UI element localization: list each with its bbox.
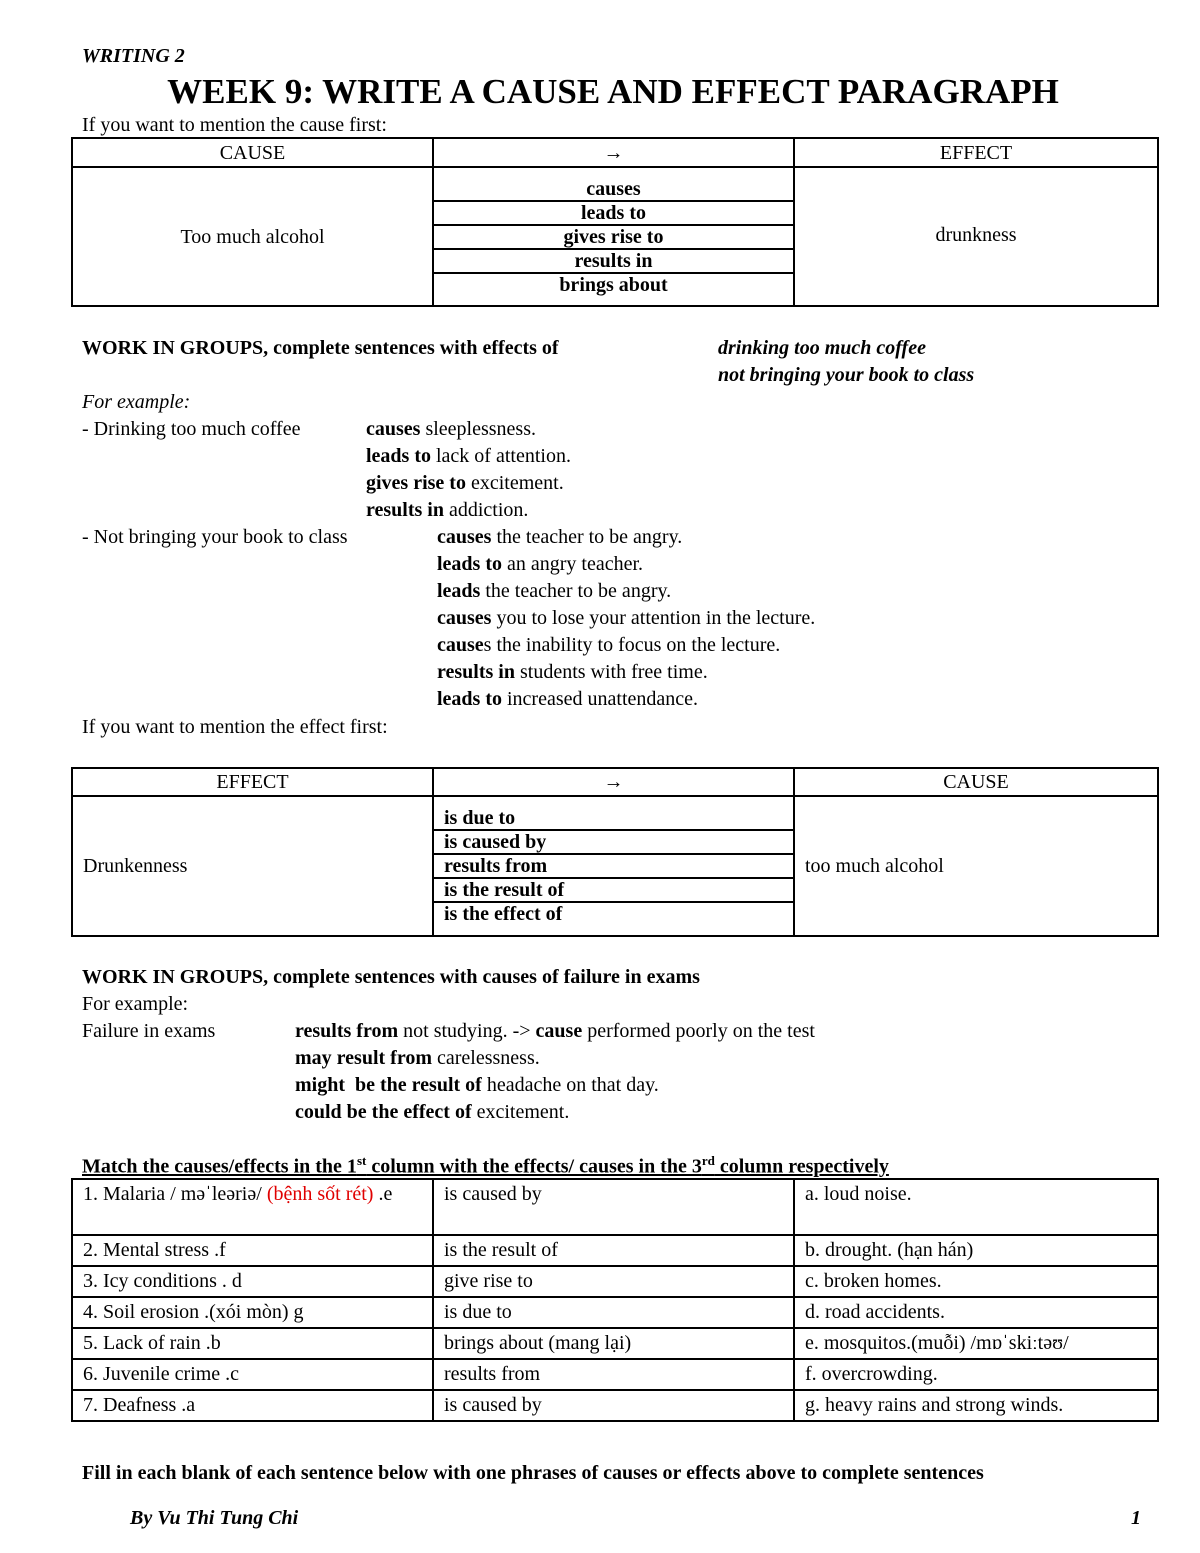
- page-number: 1: [1131, 1507, 1141, 1529]
- verb-phrase: could be the effect of: [295, 1101, 472, 1123]
- match-col1: 7. Deafness .a: [72, 1390, 433, 1421]
- example-rest: carelessness.: [432, 1047, 540, 1069]
- match-col1: 6. Juvenile crime .c: [72, 1359, 433, 1390]
- match-col2: give rise to: [433, 1266, 794, 1297]
- connector-item: is due to: [434, 807, 793, 830]
- cause-first-intro: If you want to mention the cause first:: [82, 114, 387, 136]
- match-col1-translation: (bệnh sốt rét): [266, 1183, 374, 1205]
- group-work-1-instruction: WORK IN GROUPS, complete sentences with effects of: [82, 337, 559, 359]
- table-row: [72, 1359, 1158, 1390]
- example-rest: not studying. ->: [398, 1020, 536, 1042]
- connector-item: results from: [434, 854, 793, 878]
- example-line: [295, 1021, 815, 1041]
- match-heading-text: column with the effects/ causes in the 3: [366, 1155, 702, 1178]
- match-col2: results from: [433, 1359, 794, 1390]
- match-heading: [82, 1154, 889, 1177]
- example-line: [437, 689, 698, 709]
- match-col1: 5. Lack of rain .b: [72, 1328, 433, 1359]
- match-col3: b. drought. (hạn hán): [794, 1235, 1158, 1266]
- match-col3: d. road accidents.: [794, 1297, 1158, 1328]
- connector-list: [434, 807, 793, 925]
- match-col3: a. loud noise.: [794, 1179, 1158, 1235]
- connector-item: is the result of: [434, 878, 793, 902]
- footer-author: By Vu Thi Tung Chi: [130, 1507, 299, 1529]
- arrow-icon: →: [433, 138, 794, 167]
- verb-phrase: results from: [295, 1020, 399, 1042]
- match-col3: e. mosquitos.(muỗi) /mɒˈskiːtəʊ/: [794, 1328, 1158, 1359]
- match-col1: 2. Mental stress .f: [72, 1235, 433, 1266]
- match-heading-sup: st: [356, 1153, 367, 1168]
- effect-header: EFFECT: [72, 768, 433, 796]
- verb-phrase: results in: [366, 499, 444, 521]
- table-row: [72, 1235, 1158, 1266]
- table-row: [72, 1266, 1158, 1297]
- table-row: [72, 1297, 1158, 1328]
- match-table: [71, 1178, 1159, 1422]
- example-line: [437, 527, 682, 547]
- example-line: [437, 662, 708, 682]
- verb-phrase: leads: [437, 580, 481, 602]
- example-line: [437, 608, 815, 628]
- example-line: [295, 1048, 540, 1068]
- example-rest: excitement.: [465, 472, 564, 494]
- cause-effect-table: [71, 137, 1159, 307]
- connector-item: leads to: [434, 201, 793, 225]
- verb-phrase: leads to: [437, 688, 502, 710]
- connector-item: is caused by: [434, 830, 793, 854]
- verb-phrase: causes: [437, 526, 492, 548]
- verb-phrase: cause: [437, 634, 484, 656]
- example-rest: you to lose your attention in the lecture.: [491, 607, 816, 629]
- example-rest: headache on that day.: [481, 1074, 659, 1096]
- example-line: [366, 419, 536, 439]
- verb-phrase: causes: [437, 607, 492, 629]
- match-col2: is due to: [433, 1297, 794, 1328]
- effect-cell: drunkness: [794, 167, 1158, 306]
- example-rest: performed poorly on the test: [582, 1020, 815, 1042]
- match-col3: g. heavy rains and strong winds.: [794, 1390, 1158, 1421]
- verb-phrase: might be the result of: [295, 1074, 482, 1096]
- example-line: [295, 1075, 659, 1095]
- example-subject: - Drinking too much coffee: [82, 418, 301, 440]
- example-label: For example:: [82, 993, 189, 1015]
- match-col1-text: 1. Malaria / məˈleəriə/: [83, 1183, 267, 1205]
- example-subject: Failure in exams: [82, 1020, 216, 1042]
- match-col3: c. broken homes.: [794, 1266, 1158, 1297]
- match-col1: 4. Soil erosion .(xói mòn) g: [72, 1297, 433, 1328]
- example-rest: an angry teacher.: [502, 553, 644, 575]
- match-heading-sup: rd: [701, 1153, 715, 1168]
- connector-item: gives rise to: [434, 225, 793, 249]
- match-col1: [72, 1179, 433, 1235]
- arrow-icon: →: [433, 768, 794, 796]
- table-row: [72, 1328, 1158, 1359]
- match-col1-answer: .e: [373, 1183, 393, 1205]
- connector-cell: [433, 167, 794, 306]
- table-row: [72, 1179, 1158, 1235]
- match-heading-text: column respectively: [714, 1155, 889, 1178]
- match-heading-text: Match the causes/effects in the 1: [82, 1155, 357, 1178]
- cause-header: CAUSE: [794, 768, 1158, 796]
- match-col2: is caused by: [433, 1390, 794, 1421]
- effect-header: EFFECT: [794, 138, 1158, 167]
- page-title: WEEK 9: WRITE A CAUSE AND EFFECT PARAGRAPH: [167, 72, 1059, 111]
- match-col3: f. overcrowding.: [794, 1359, 1158, 1390]
- connector-item: is the effect of: [444, 903, 563, 925]
- example-rest: sleeplessness.: [420, 418, 536, 440]
- topic-item: drinking too much coffee: [718, 337, 926, 359]
- example-line: [295, 1102, 569, 1122]
- match-col2: is caused by: [433, 1179, 794, 1235]
- topic-item: not bringing your book to class: [718, 364, 975, 386]
- verb-phrase: gives rise to: [366, 472, 466, 494]
- cause-cell: too much alcohol: [794, 796, 1158, 936]
- example-line: [366, 473, 564, 493]
- example-rest: excitement.: [471, 1101, 570, 1123]
- example-label: For example:: [82, 391, 191, 413]
- table-row: [72, 1390, 1158, 1421]
- match-col2: is the result of: [433, 1235, 794, 1266]
- example-rest: lack of attention.: [431, 445, 571, 467]
- example-rest: the teacher to be angry.: [480, 580, 672, 602]
- example-rest: the teacher to be angry.: [491, 526, 683, 548]
- match-col1: 3. Icy conditions . d: [72, 1266, 433, 1297]
- connector-item: brings about: [559, 273, 668, 296]
- example-line: [366, 446, 571, 466]
- cause-cell: Too much alcohol: [72, 167, 433, 306]
- verb-phrase: leads to: [437, 553, 502, 575]
- verb-phrase: leads to: [366, 445, 431, 467]
- group-work-2-instruction: WORK IN GROUPS, complete sentences with causes of failure in exams: [82, 966, 700, 988]
- example-rest: increased unattendance.: [502, 688, 699, 710]
- example-line: [437, 635, 780, 655]
- connector-item: causes: [434, 178, 793, 201]
- example-line: [437, 581, 671, 601]
- connector-list: [434, 178, 793, 296]
- cause-header: CAUSE: [72, 138, 433, 167]
- example-line: [366, 500, 528, 520]
- effect-cell: Drunkenness: [72, 796, 433, 936]
- effect-cause-table: [71, 767, 1159, 937]
- course-label: WRITING 2: [82, 45, 185, 67]
- example-rest: s the inability to focus on the lecture.: [483, 634, 781, 656]
- connector-cell: [433, 796, 794, 936]
- match-col2: brings about (mang lại): [433, 1328, 794, 1359]
- verb-phrase: results in: [437, 661, 515, 683]
- effect-first-intro: If you want to mention the effect first:: [82, 716, 388, 738]
- verb-phrase: causes: [366, 418, 421, 440]
- connector-item: results in: [434, 249, 793, 273]
- fill-instruction: Fill in each blank of each sentence below with one phrases of causes or effects above to complete sentences: [82, 1462, 984, 1484]
- example-rest: addiction.: [443, 499, 529, 521]
- verb-phrase: cause: [535, 1020, 583, 1042]
- verb-phrase: may result from: [295, 1047, 433, 1069]
- example-line: [437, 554, 643, 574]
- example-subject: - Not bringing your book to class: [82, 526, 348, 548]
- example-rest: students with free time.: [514, 661, 708, 683]
